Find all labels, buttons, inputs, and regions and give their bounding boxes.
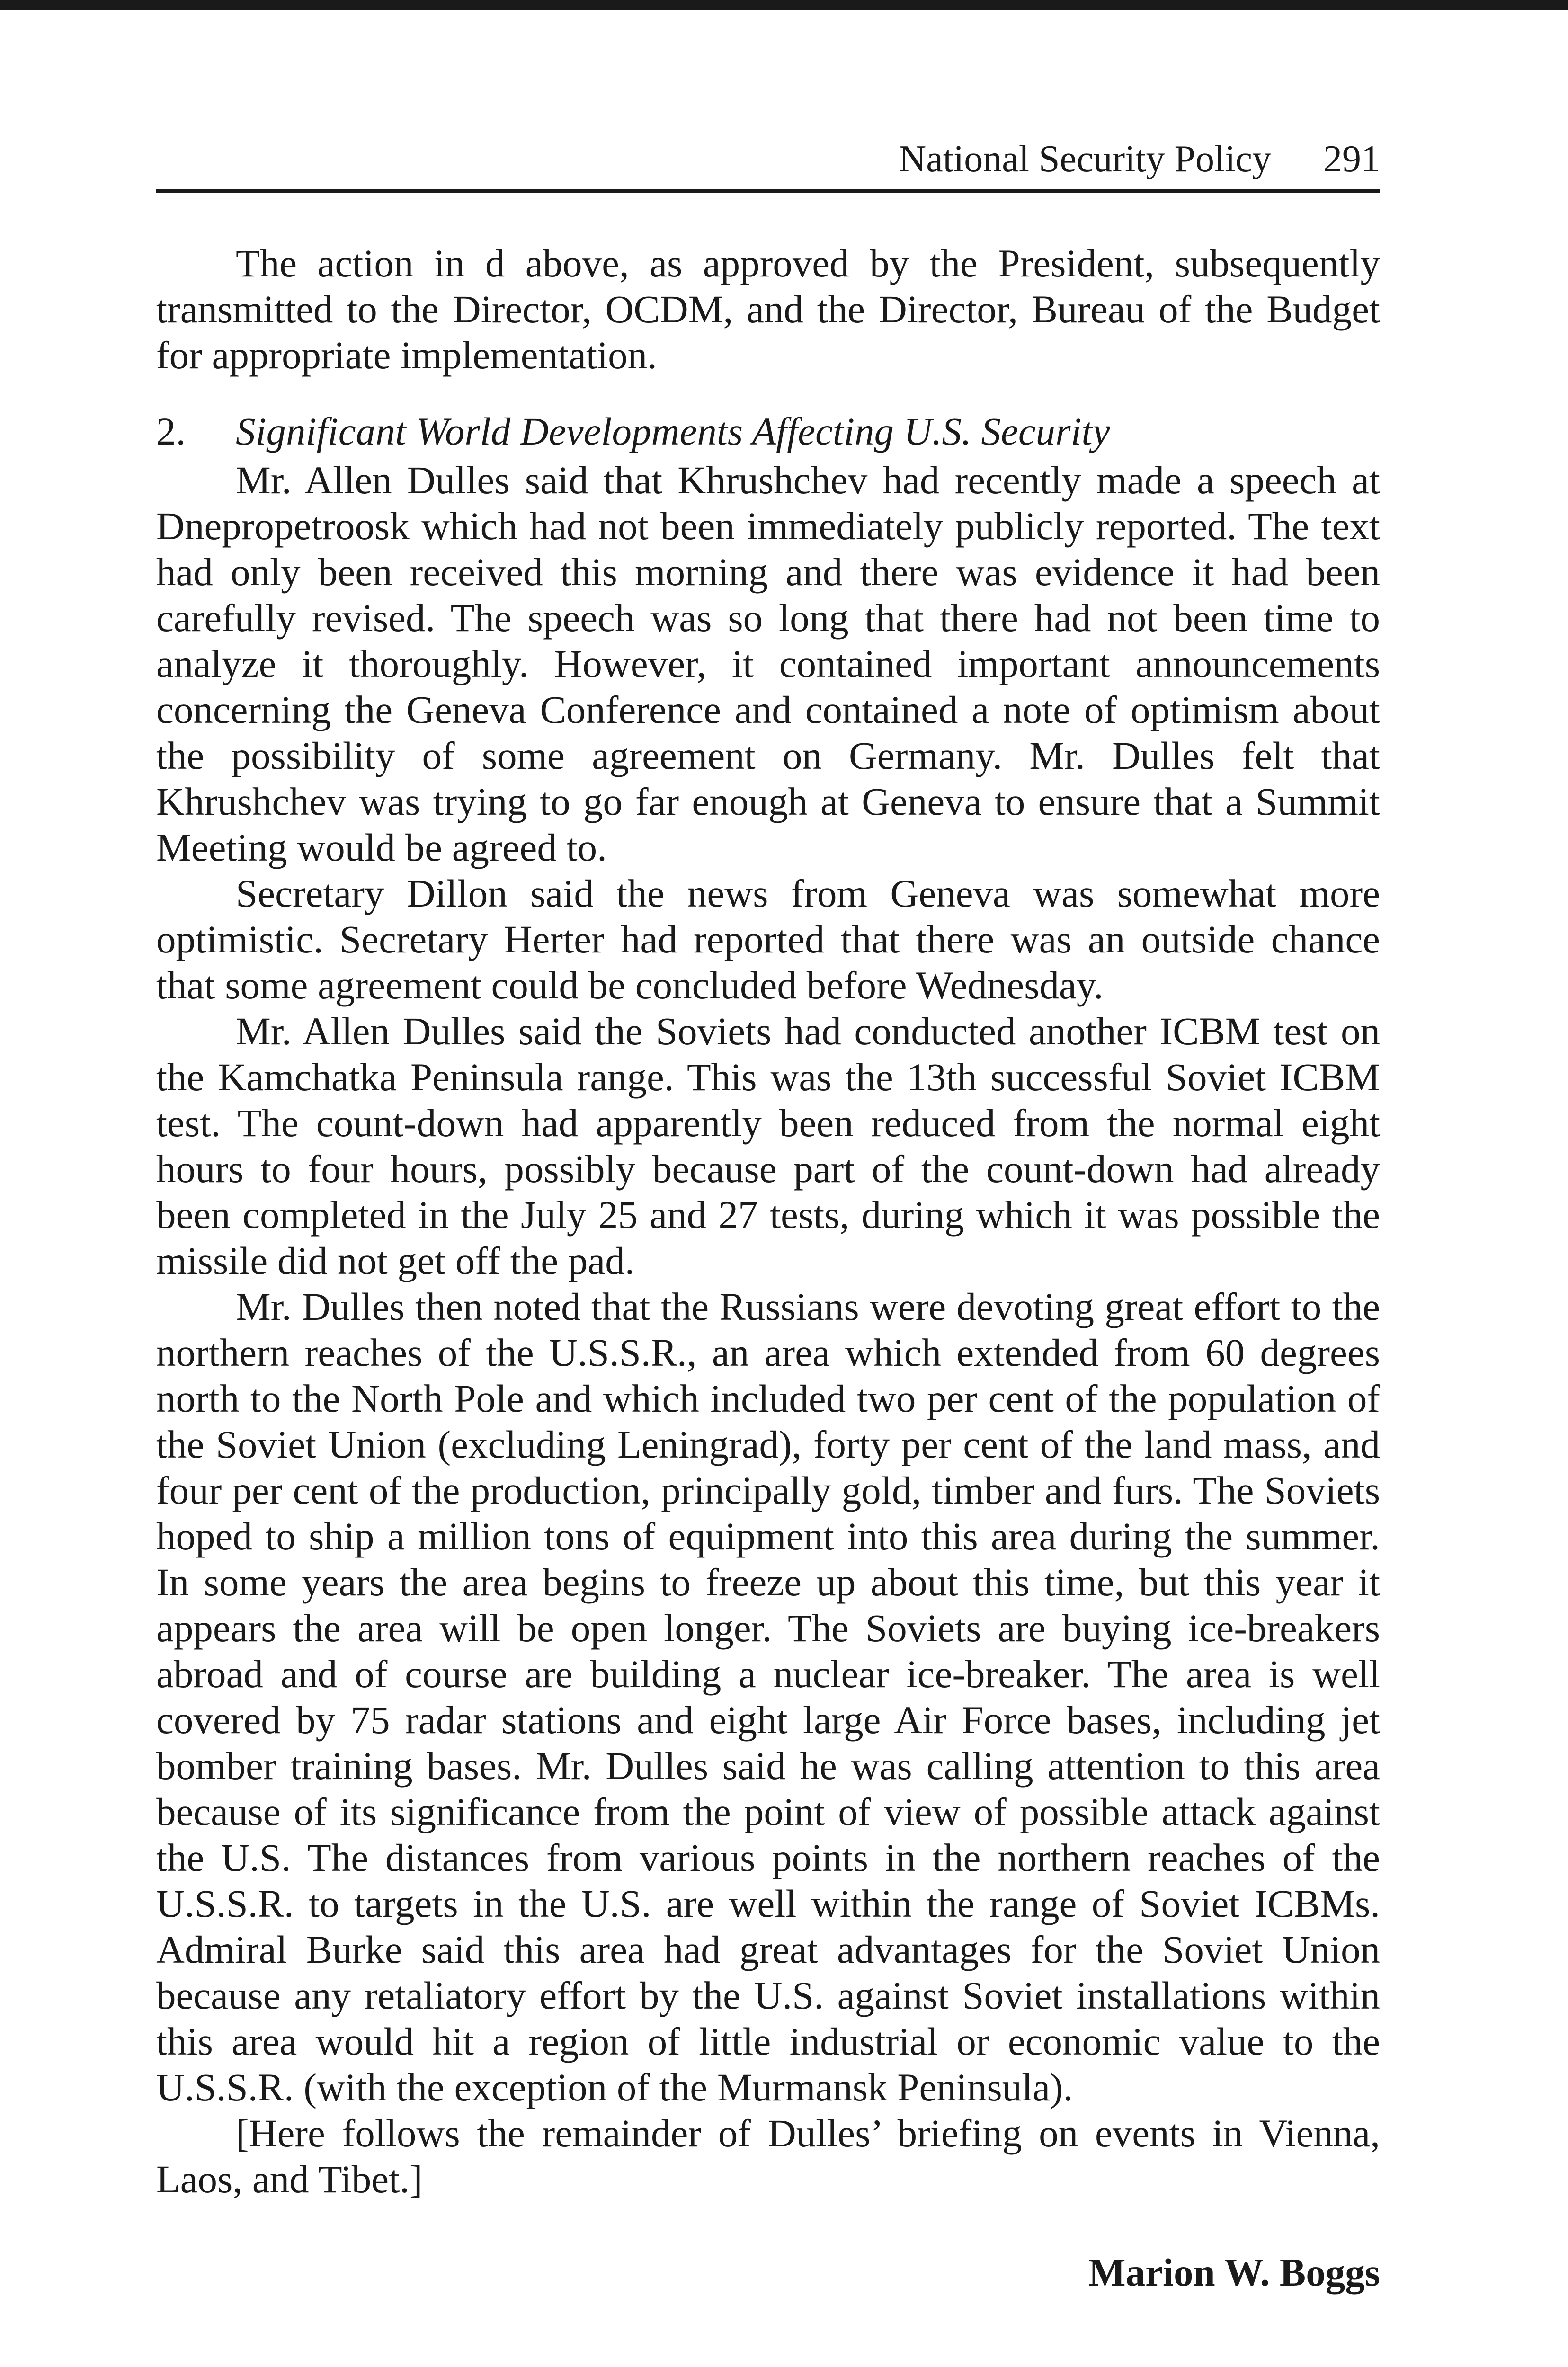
- signature: Marion W. Boggs: [1088, 2251, 1380, 2294]
- section-heading: [156, 409, 1380, 454]
- section-number: 2.: [156, 409, 186, 453]
- section-title: Significant World Developments Affecting U.S. Security: [236, 409, 1110, 453]
- paragraph-khrushchev-speech: Mr. Allen Dulles said that Khrushchev had recently made a speech at Dnepropetroosk which had not been immediately publicly reported. The text had only been received this morning and there was evidence it had been carefully revised. The speech was so long that there had not been time to analyze it thoroughly. However, it contained important announcements concerning the Geneva Conference and contained a note of optimism about the possibility of some agreement on Germany. Mr. Dulles felt that Khrushchev was trying to go far enough at Geneva to ensure that a Summit Meeting would be agreed to.: [156, 458, 1380, 869]
- paragraph-icbm-test: Mr. Allen Dulles said the Soviets had conducted another ICBM test on the Kamchatka Peninsula range. This was the 13th successful Soviet ICBM test. The count-down had apparently been reduced from the normal eight hours to four hours, possibly because part of the count-down had already been completed in the July 25 and 27 tests, during which it was possible the missile did not get off the pad.: [156, 1009, 1380, 1282]
- paragraph-remainder-note: [Here follows the remainder of Dulles’ briefing on events in Vienna, Laos, and Tibet.]: [156, 2111, 1380, 2201]
- document-page: [156, 137, 1380, 2296]
- paragraph-geneva-news: Secretary Dillon said the news from Geneva was somewhat more optimistic. Secretary Herter had reported that there was an outside chance that some agreement could be concluded before Wednesday.: [156, 872, 1380, 1007]
- body-text: [156, 240, 1380, 2202]
- page-number: 291: [1323, 138, 1380, 180]
- paragraph-northern-reaches: Mr. Dulles then noted that the Russians were devoting great effort to the northern reaches of the U.S.S.R., an area which extended from 60 degrees north to the North Pole and which included two per cent of the population of the Soviet Union (excluding Leningrad), forty per cent of the land mass, and four per cent of the production, principally gold, timber and furs. The Soviets hoped to ship a million tons of equipment into this area during the summer. In some years the area begins to freeze up about this time, but this year it appears the area will be open longer. The Soviets are buying ice-breakers abroad and of course are building a nuclear ice-breaker. The area is well covered by 75 radar stations and eight large Air Force bases, including jet bomber training bases. Mr. Dulles said he was calling attention to this area because of its significance from the point of view of possible attack against the U.S. The distances from various points in the northern reaches of the U.S.S.R. to targets in the U.S. are well within the range of Soviet ICBMs. Admiral Burke said this area had great advantages for the Soviet Union because any retaliatory effort by the U.S. against Soviet installations within this area would hit a region of little industrial or economic value to the U.S.S.R. (with the exception of the Murmansk Peninsula).: [156, 1285, 1380, 2109]
- running-head: [156, 137, 1380, 193]
- top-border: [0, 0, 1568, 10]
- running-head-title: National Security Policy: [899, 138, 1271, 180]
- paragraph-intro: The action in d above, as approved by the President, subsequently transmitted to the Director, OCDM, and the Director, Bureau of the Budget for appropriate implementation.: [156, 241, 1380, 377]
